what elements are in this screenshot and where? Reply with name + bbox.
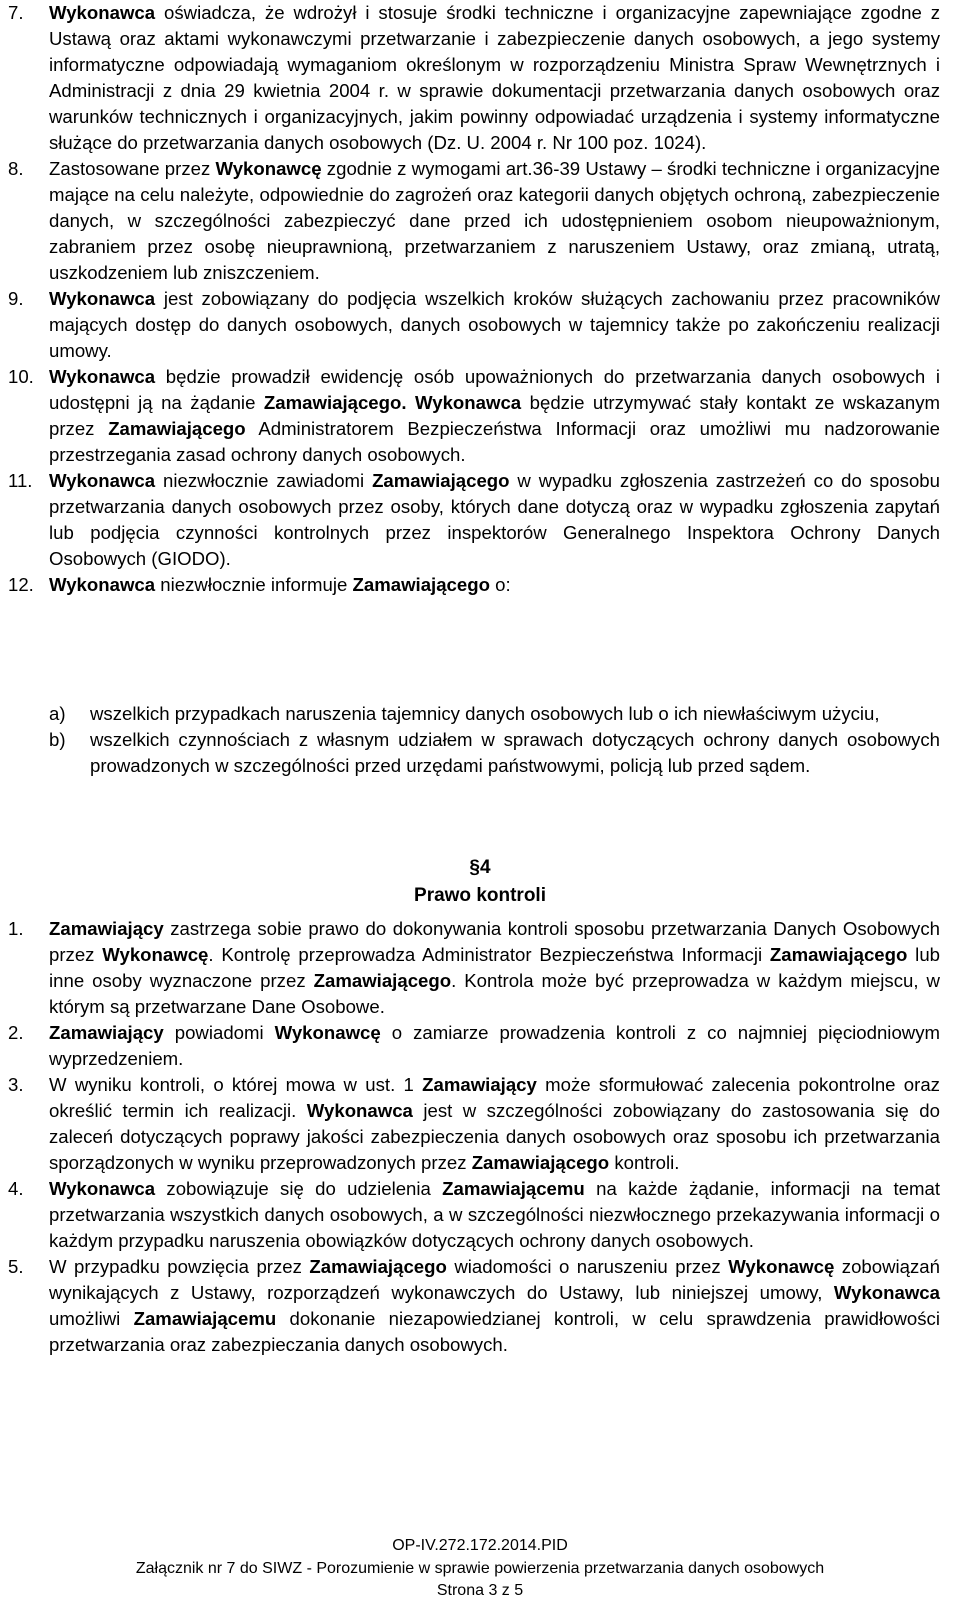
sub-list [49, 701, 940, 779]
attachment-caption: Załącznik nr 7 do SIWZ - Porozumienie w sprawie powierzenia przetwarzania danych osobowych [135, 1560, 825, 1577]
list-item-text: Wykonawca jest zobowiązany do podjęcia wszelkich kroków służących zachowaniu przez pracowników mających dostęp do danych osobowych, danych osobowych w tajemnicy także po zakończeniu realizacji umowy. [49, 288, 940, 361]
section-title: Prawo kontroli [414, 885, 546, 906]
control-item-number: 5. [8, 1256, 24, 1277]
control-item [8, 1020, 940, 1072]
sub-item-number: b) [49, 729, 66, 750]
section-symbol: §4 [469, 857, 491, 878]
list-item-text: Wykonawca niezwłocznie informuje Zamawiającego o: [49, 574, 511, 595]
page-number: Strona 3 z 5 [436, 1582, 524, 1599]
control-item [8, 916, 940, 1020]
list-item [8, 0, 940, 156]
control-item-text: Zamawiający powiadomi Wykonawcę o zamiarze prowadzenia kontroli z co najmniej pięciodniowym wyprzedzeniem. [49, 1022, 940, 1069]
list-item-number: 11. [8, 470, 33, 491]
control-item-number: 2. [8, 1022, 24, 1043]
control-item-number: 1. [8, 918, 24, 939]
sub-item-text: wszelkich przypadkach naruszenia tajemnicy danych osobowych lub o ich niewłaściwym użyciu, [90, 703, 880, 724]
list-item-number: 10. [8, 366, 34, 387]
list-item [8, 364, 940, 468]
list-item-number: 7. [8, 2, 24, 23]
list-item [8, 468, 940, 572]
list-item-number: 9. [8, 288, 24, 309]
control-item-text: W przypadku powzięcia przez Zamawiającego wiadomości o naruszeniu przez Wykonawcę zobowiązań wynikających z Ustawy, rozporządzeń wykonawczych do Ustawy, lub niniejszej umowy, Wykonawca umożliwi Zamawiającemu dokonanie niezapowiedzianej kontroli, w celu sprawdzenia prawidłowości przetwarzania oraz zabezpieczania danych osobowych. [49, 1256, 940, 1355]
control-item-text: W wyniku kontroli, o której mowa w ust. 1 Zamawiający może sformułować zalecenia pokontrolne oraz określić termin ich realizacji. Wykonawca jest w szczególności zobowiązany do zastosowania się do zaleceń dotyczących poprawy jakości zabezpieczenia danych osobowych oraz sposobu ich przetwarzania sporządzonych w wyniku przeprowadzonych przez Zamawiającego kontroli. [49, 1074, 940, 1173]
sub-item [49, 727, 940, 779]
list-item-text: Wykonawca będzie prowadził ewidencję osób upoważnionych do przetwarzania danych osobowych i udostępni ją na żądanie Zamawiającego. Wykonawca będzie utrzymywać stały kontakt ze wskazanym przez Zamawiającego Administratorem Bezpieczeństwa Informacji oraz umożliwi mu nadzorowanie przestrzegania zasad ochrony danych osobowych. [49, 366, 940, 465]
list-item-text: Wykonawca oświadcza, że wdrożył i stosuje środki techniczne i organizacyjne zapewniające zgodne z Ustawą oraz aktami wykonawczymi przetwarzanie i zabezpieczenie danych osobowych, a jego systemy informatyczne odpowiadają wymaganiom określonym w rozporządzeniu Ministra Spraw Wewnętrznych i Administracji z dnia 29 kwietnia 2004 r. w sprawie dokumentacji przetwarzania danych osobowych oraz warunków technicznych i organizacyjnych, jakim powinny odpowiadać urządzenia i systemy informatyczne służące do przetwarzania danych osobowych (Dz. U. 2004 r. Nr 100 poz. 1024). [49, 2, 940, 153]
document-reference: OP-IV.272.172.2014.PID [392, 1537, 568, 1554]
list-item-text: Wykonawca niezwłocznie zawiadomi Zamawiającego w wypadku zgłoszenia zastrzeżeń co do sposobu przetwarzania danych osobowych przez osoby, których dane dotyczą oraz w wypadku zgłoszenia zapytań lub podjęcia czynności kontrolnych przez inspektorów Generalnego Inspektora Ochrony Danych Osobowych (GIODO). [49, 470, 940, 569]
sub-item [49, 701, 940, 727]
list-item [8, 156, 940, 286]
control-item-number: 4. [8, 1178, 24, 1199]
sub-item-number: a) [49, 703, 66, 724]
list-item [8, 286, 940, 364]
control-item-number: 3. [8, 1074, 24, 1095]
control-item-text: Wykonawca zobowiązuje się do udzielenia Zamawiającemu na każde żądanie, informacji na temat przetwarzania wszystkich danych osobowych, a w szczególności niezwłocznego przekazywania informacji o każdym przypadku naruszenia obowiązków dotyczących ochrony danych osobowych. [49, 1178, 940, 1251]
list-item-number: 12. [8, 574, 34, 595]
control-item [8, 1072, 940, 1176]
control-item-text: Zamawiający zastrzega sobie prawo do dokonywania kontroli sposobu przetwarzania Danych Osobowych przez Wykonawcę. Kontrolę przeprowadza Administrator Bezpieczeństwa Informacji Zamawiającego lub inne osoby wyznaczone przez Zamawiającego. Kontrola może być przeprowadza w każdym miejscu, w którym są przetwarzane Dane Osobowe. [49, 918, 940, 1017]
list-item-number: 8. [8, 158, 24, 179]
control-item [8, 1176, 940, 1254]
sub-item-text: wszelkich czynnościach z własnym udziałem w sprawach dotyczących ochrony danych osobowych prowadzonych w szczególności przed urzędami państwowymi, policją lub przed sądem. [90, 729, 940, 776]
control-rights-list [8, 916, 940, 1358]
list-item [8, 572, 940, 598]
list-item-text: Zastosowane przez Wykonawcę zgodnie z wymogami art.36-39 Ustawy – środki techniczne i organizacyjne mające na celu należyte, odpowiednie do zagrożeń oraz kategorii danych objętych ochroną, zabezpieczenie danych, w szczególności zabezpieczyć dane przed ich udostępnieniem osobom nieupoważnionym, zabraniem przez osobę nieuprawnioną, przetwarzaniem z naruszeniem Ustawy, oraz zmianą, utratą, uszkodzeniem lub zniszczeniem. [49, 158, 941, 283]
obligations-list [8, 0, 940, 598]
control-item [8, 1254, 940, 1358]
